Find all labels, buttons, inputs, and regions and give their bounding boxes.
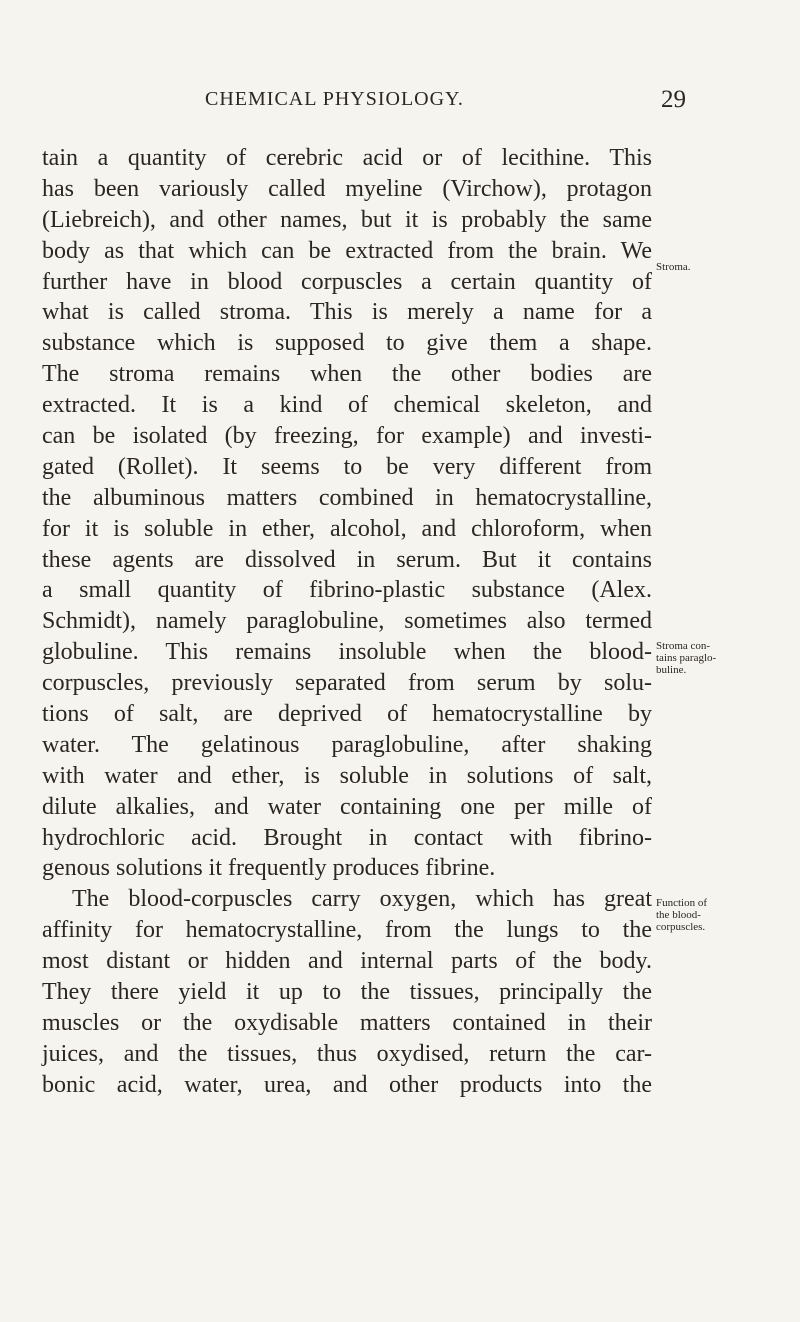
running-head — [205, 88, 686, 118]
running-title: CHEMICAL PHYSIOLOGY. — [205, 88, 464, 110]
text-line: for it is soluble in ether, alcohol, and chloroform, when — [42, 515, 652, 542]
text-line: Schmidt), namely paraglobuline, sometimes also termed — [42, 608, 652, 635]
margin-note-function — [656, 897, 761, 933]
margin-note-line: Stroma. — [656, 261, 691, 273]
text-line: tain a quantity of cerebric acid or of lecithine. This — [42, 145, 652, 171]
text-line: dilute alkalies, and water containing one per mille of — [42, 793, 652, 820]
text-line: They there yield it up to the tissues, principally the — [42, 979, 652, 1006]
text-line: these agents are dissolved in serum. But it contains — [42, 546, 652, 573]
text-line: bonic acid, water, urea, and other products into the — [42, 1071, 652, 1098]
text-line: has been variously called myeline (Virchow), protagon — [42, 175, 652, 202]
margin-note-line: tains paraglo- — [656, 652, 717, 664]
text-line: the albuminous matters combined in hematocrystalline, — [42, 484, 652, 511]
text-line: globuline. This remains insoluble when the blood- — [42, 639, 652, 666]
text-line-paragraph-start: The blood-corpuscles carry oxygen, which has great — [72, 886, 652, 913]
margin-note-line: the blood- — [656, 909, 701, 921]
text-line: what is called stroma. This is merely a name for a — [42, 299, 652, 326]
margin-note-line: corpuscles. — [656, 921, 706, 933]
text-line: The stroma remains when the other bodies are — [42, 361, 652, 388]
body-text — [42, 143, 652, 1101]
text-line: juices, and the tissues, thus oxydised, return the car- — [42, 1040, 652, 1067]
text-line: corpuscles, previously separated from serum by solu- — [42, 670, 652, 697]
margin-note-stroma — [656, 261, 761, 273]
text-line: with water and ether, is soluble in solutions of salt, — [42, 762, 652, 789]
margin-note-stroma-paraglobuline — [656, 640, 761, 676]
text-line: (Liebreich), and other names, but it is probably the same — [42, 206, 652, 233]
margin-note-line: Stroma con- — [656, 640, 711, 652]
margin-note-line: buline. — [656, 664, 687, 676]
text-line: hydrochloric acid. Brought in contact with fibrino- — [42, 824, 652, 851]
text-line: genous solutions it frequently produces fibrine. — [42, 855, 496, 882]
text-line: further have in blood corpuscles a certain quantity of — [42, 268, 652, 295]
text-line: can be isolated (by freezing, for example) and investi- — [42, 423, 652, 450]
text-line: extracted. It is a kind of chemical skeleton, and — [42, 392, 652, 419]
text-line: body as that which can be extracted from the brain. We — [42, 237, 652, 264]
text-line: substance which is supposed to give them a shape. — [42, 330, 652, 357]
text-line: gated (Rollet). It seems to be very different from — [42, 453, 652, 480]
margin-note-line: Function of — [656, 897, 708, 909]
text-line: affinity for hematocrystalline, from the lungs to the — [42, 917, 652, 944]
text-line: most distant or hidden and internal parts of the body. — [42, 948, 652, 975]
text-line: muscles or the oxydisable matters contained in their — [42, 1009, 652, 1036]
text-line: water. The gelatinous paraglobuline, after shaking — [42, 731, 652, 758]
text-line: tions of salt, are deprived of hematocrystalline by — [42, 701, 652, 728]
page-number: 29 — [661, 86, 686, 113]
text-line: a small quantity of fibrino-plastic substance (Alex. — [42, 577, 652, 604]
